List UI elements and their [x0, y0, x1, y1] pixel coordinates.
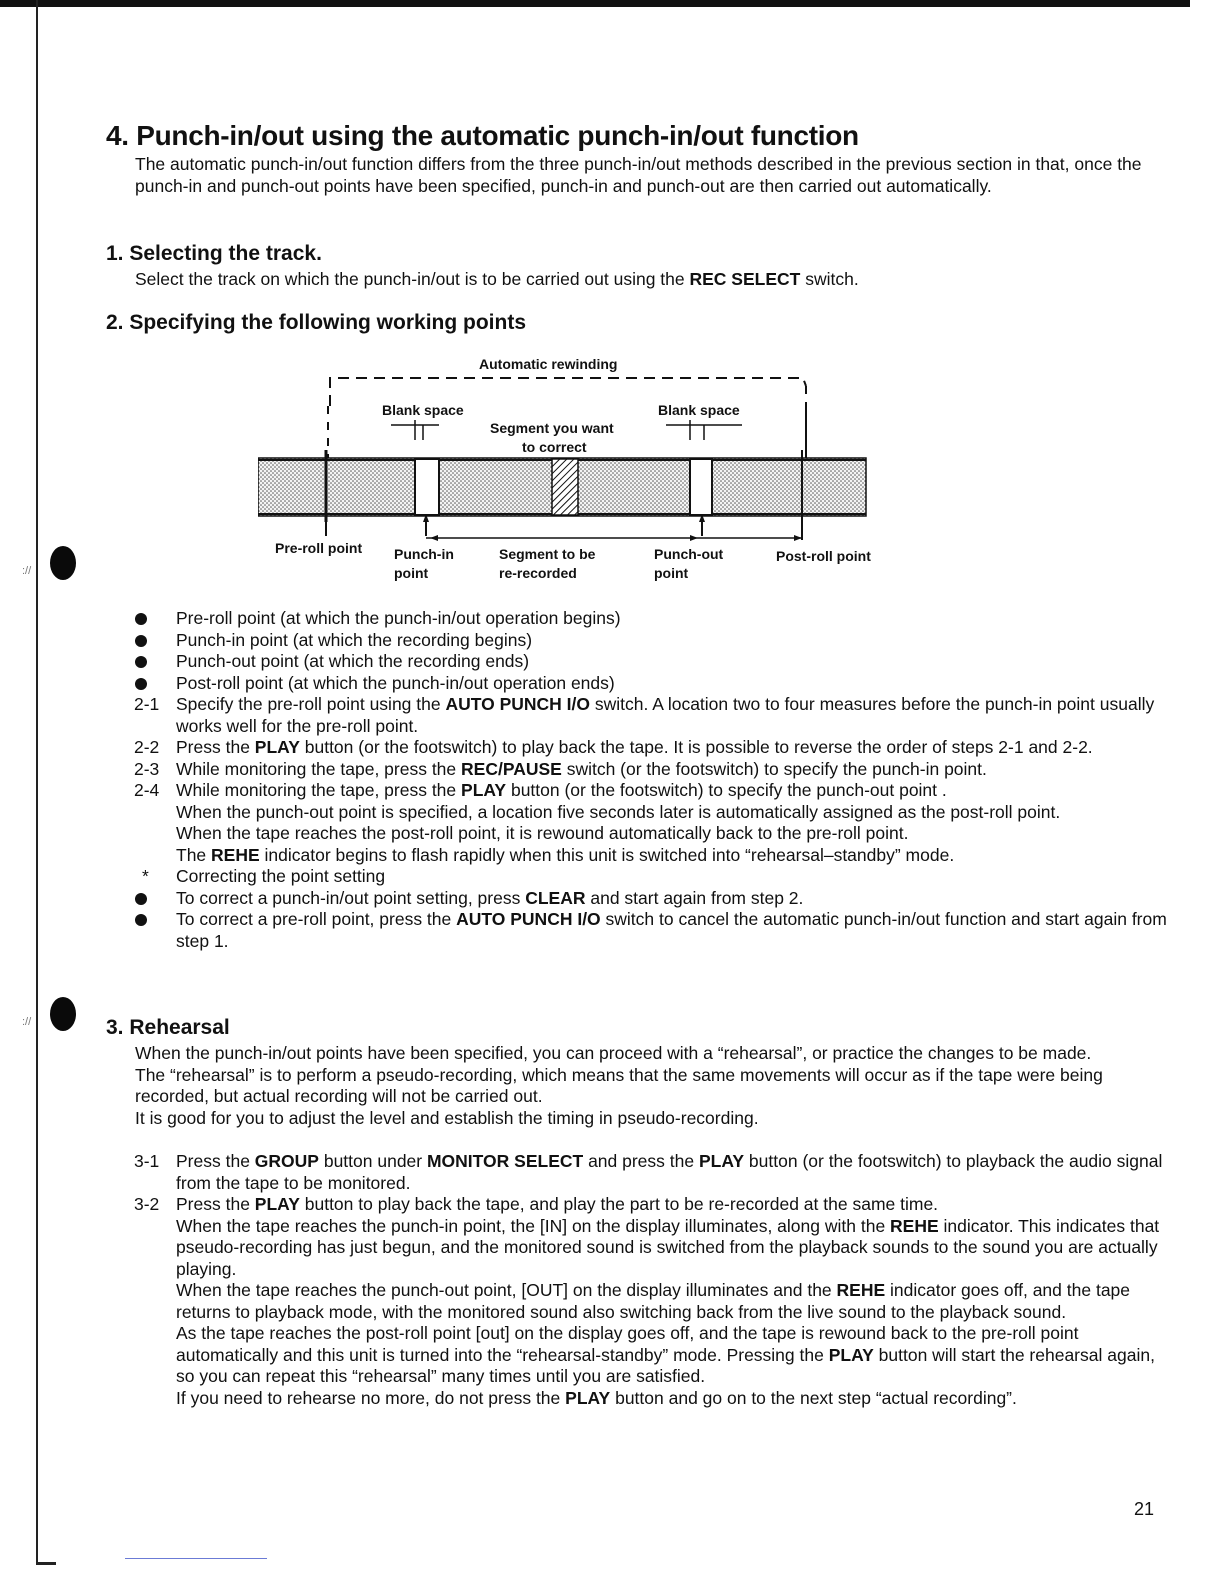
bullet-icon — [134, 651, 176, 673]
step-3-2: 3-2 Press the PLAY button to play back the tape, and play the part to be re-recorded at the same time. When the tape reaches the punch-in point, the [IN] on the display illuminates, along with the REHE indicator. This indicates that pseudo-recording has just begun, and the monitored sound is switched from the playback sounds to the sound you are actually playing. When the tape reaches the punch-out point, [OUT] on the display illuminates and the REHE indicator goes off, and the tape returns to playback mode, with the monitored sound also switching back from the live sound to the playback sound. As the tape reaches the post-roll point [out] on the display goes off, and the tape is rewound back to the pre-roll point automatically and this unit is turned into the “rehearsal-standby” mode. Pressing the PLAY button will start the rehearsal again, so you can repeat this “rehearsal” many times until you are satisfied. If you need to rehearse no more, do not press the PLAY button and go on to the next step “actual recording”. — [134, 1194, 1160, 1408]
label-punchin-2: point — [394, 565, 429, 581]
step-2-1: 2-1 Specify the pre-roll point using the AUTO PUNCH I/O switch. A location two to four measures before the punch-in point usually works well for the pre-roll point. — [134, 694, 1155, 736]
label-segment-correct-1: Segment you want — [490, 420, 614, 436]
step1-rec-select: REC SELECT — [689, 269, 801, 289]
binder-hole-1 — [50, 546, 76, 580]
left-corner-mark — [36, 1562, 56, 1565]
label-punchin-1: Punch-in — [394, 546, 454, 562]
list-item: To correct a pre-roll point, press the AUTO PUNCH I/O switch to cancel the automatic punch-in/out function and start again from step 1. — [134, 909, 1174, 952]
label-rerecord-2: re-recorded — [499, 565, 577, 581]
list-item: To correct a punch-in/out point setting, press CLEAR and start again from step 2. — [134, 888, 1174, 910]
bullet-icon — [134, 673, 176, 695]
step3-heading: 3. Rehearsal — [106, 1016, 230, 1039]
bullet-icon — [134, 909, 176, 952]
list-item: Punch-out point (at which the recording ends) — [134, 651, 1174, 673]
list-item: Post-roll point (at which the punch-in/out operation ends) — [134, 673, 1174, 695]
step3-intro: When the punch-in/out points have been specified, you can proceed with a “rehearsal”, or practice the changes to be made. The “rehearsal” is to perform a pseudo-recording, which means that the same movements will occur as if the tape were being recorded, but actual recording will not be carried out. It is good for you to adjust the level and establish the timing in pseudo-recording. — [135, 1043, 1103, 1128]
step1-text-c: switch. — [800, 269, 859, 289]
top-border — [0, 0, 1190, 7]
page-number: 21 — [1134, 1499, 1155, 1519]
bullet-icon — [134, 630, 176, 652]
step2-heading: 2. Specifying the following working points — [106, 311, 527, 334]
step1-text — [135, 269, 1170, 291]
step3-list — [134, 1151, 1174, 1409]
bullet-icon — [134, 888, 176, 910]
scan-mark: :// — [22, 1016, 32, 1028]
step-2-4: 2-4 While monitoring the tape, press the PLAY button (or the footswitch) to specify the punch-out point . When the punch-out point is specified, a location five seconds later is automatically assigned as the post-roll point. When the tape reaches the post-roll point, it is rewound automatically back to the pre-roll point. The REHE indicator begins to flash rapidly when this unit is switched into “rehearsal–standby” mode. — [134, 780, 1061, 865]
label-segment-correct-2: to correct — [522, 439, 587, 455]
punch-diagram — [258, 350, 908, 595]
label-punchout-1: Punch-out — [654, 546, 724, 562]
left-border — [36, 0, 38, 1565]
page-title: 4. Punch-in/out using the automatic punch-in/out function — [106, 120, 859, 151]
label-blank-space-left: Blank space — [382, 402, 464, 418]
step1-text-a: Select the track on which the punch-in/out is to be carried out using the — [135, 269, 690, 289]
step-3-1: 3-1 Press the GROUP button under MONITOR SELECT and press the PLAY button (or the footswitch) to playback the audio signal from the tape to be monitored. — [134, 1151, 1163, 1193]
blank-space-right — [690, 459, 712, 515]
blank-space-left — [415, 459, 439, 515]
step2-list — [134, 608, 1174, 952]
note-item: * Correcting the point setting — [142, 866, 386, 886]
label-automatic-rewinding: Automatic rewinding — [479, 356, 618, 372]
intro-text: The automatic punch-in/out function differs from the three punch-in/out methods described in the previous section in that, once the punch-in and punch-out points have been specified, punch-in and punch-out are then carried out automatically. — [135, 154, 1142, 196]
label-rerecord-1: Segment to be — [499, 546, 596, 562]
list-item: Pre-roll point (at which the punch-in/out operation begins) — [134, 608, 1174, 630]
scan-mark: :// — [22, 565, 32, 577]
label-preroll: Pre-roll point — [275, 540, 363, 556]
segment-to-correct — [552, 459, 578, 515]
list-item: Punch-in point (at which the recording begins) — [134, 630, 1174, 652]
step-2-3: 2-3 While monitoring the tape, press the REC/PAUSE switch (or the footswitch) to specify the punch-in point. — [134, 758, 987, 779]
step-2-2: 2-2 Press the PLAY button (or the footswitch) to play back the tape. It is possible to reverse the order of steps 2-1 and 2-2. — [134, 737, 1093, 757]
intro-paragraph — [135, 154, 1170, 197]
label-punchout-2: point — [654, 565, 689, 581]
binder-hole-2 — [50, 997, 76, 1031]
label-blank-space-right: Blank space — [658, 402, 740, 418]
label-postroll: Post-roll point — [776, 548, 871, 564]
bullet-icon — [134, 608, 176, 630]
bottom-underline — [125, 1558, 267, 1559]
step1-heading: 1. Selecting the track. — [106, 242, 322, 265]
